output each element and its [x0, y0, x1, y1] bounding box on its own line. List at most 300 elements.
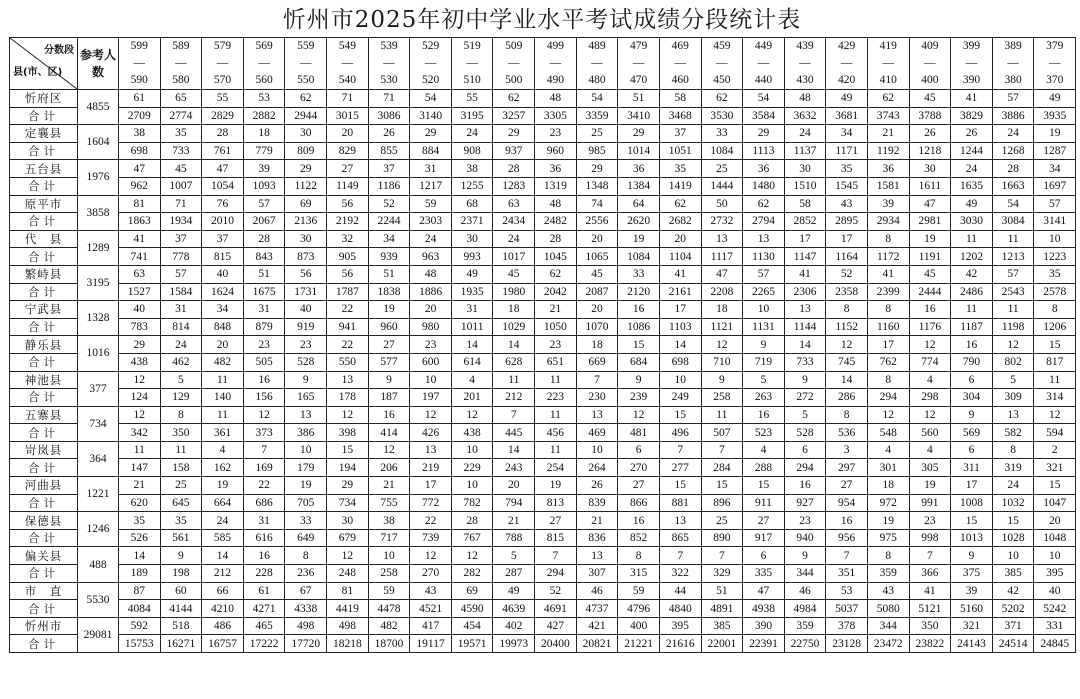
count-cell: 29: [743, 125, 785, 143]
count-cell: 48: [535, 90, 577, 108]
cumulative-cell: 386: [285, 424, 327, 442]
range-low: 520: [421, 74, 440, 86]
count-cell: 6: [743, 547, 785, 565]
count-cell: 59: [618, 582, 660, 600]
cumulative-cell: 809: [285, 142, 327, 160]
cumulative-cell: 600: [410, 353, 452, 371]
total-label: 合计: [10, 635, 78, 653]
count-cell: 18: [867, 477, 909, 495]
count-cell: 62: [867, 90, 909, 108]
cumulative-cell: 679: [327, 529, 369, 547]
region-count-row: [10, 125, 1076, 143]
count-cell: 12: [618, 406, 660, 424]
count-cell: 8: [826, 301, 868, 319]
total-label: 合计: [10, 353, 78, 371]
cumulative-cell: 1171: [826, 142, 868, 160]
range-high: 579: [213, 40, 232, 52]
cumulative-cell: 456: [535, 424, 577, 442]
cumulative-cell: 3829: [951, 107, 993, 125]
cumulative-cell: 3305: [535, 107, 577, 125]
count-cell: 359: [784, 617, 826, 635]
cumulative-cell: 3410: [618, 107, 660, 125]
count-cell: 16: [243, 371, 285, 389]
cumulative-cell: 197: [410, 389, 452, 407]
cumulative-cell: 927: [784, 494, 826, 512]
cumulative-cell: 664: [202, 494, 244, 512]
count-cell: 51: [701, 582, 743, 600]
range-high: 419: [879, 40, 897, 52]
range-dash: —: [1048, 57, 1061, 69]
cumulative-cell: 298: [909, 389, 951, 407]
cumulative-cell: 1202: [951, 248, 993, 266]
range-high: 499: [546, 40, 565, 52]
cumulative-cell: 761: [202, 142, 244, 160]
count-cell: 10: [451, 441, 493, 459]
cumulative-cell: 282: [451, 565, 493, 583]
count-cell: 9: [743, 336, 785, 354]
score-range-header: [493, 38, 535, 90]
cumulative-cell: 2371: [451, 213, 493, 231]
cumulative-cell: 426: [410, 424, 452, 442]
count-cell: 30: [909, 160, 951, 178]
count-cell: 9: [701, 371, 743, 389]
cumulative-cell: 189: [119, 565, 161, 583]
cumulative-cell: 22001: [701, 635, 743, 653]
count-cell: 35: [160, 512, 202, 530]
count-cell: 19: [202, 477, 244, 495]
count-cell: 57: [992, 90, 1034, 108]
cumulative-cell: 817: [1034, 353, 1076, 371]
count-cell: 34: [202, 301, 244, 319]
cumulative-cell: 734: [327, 494, 369, 512]
region-name: 定襄县: [10, 125, 78, 143]
cumulative-cell: 4984: [784, 600, 826, 618]
cumulative-cell: 774: [909, 353, 951, 371]
participant-count: 1246: [78, 512, 119, 547]
count-cell: 29: [493, 125, 535, 143]
region-count-row: [10, 582, 1076, 600]
cumulative-cell: 905: [327, 248, 369, 266]
cumulative-cell: 802: [992, 353, 1034, 371]
region-name: 神池县: [10, 371, 78, 389]
count-cell: 54: [576, 90, 618, 108]
region-count-row: [10, 617, 1076, 635]
cumulative-cell: 985: [576, 142, 618, 160]
cumulative-cell: 1051: [659, 142, 701, 160]
count-cell: 11: [535, 406, 577, 424]
cumulative-cell: 294: [784, 459, 826, 477]
cumulative-cell: 839: [576, 494, 618, 512]
cumulative-cell: 18218: [327, 635, 369, 653]
count-cell: 14: [493, 441, 535, 459]
cumulative-cell: 1206: [1034, 318, 1076, 336]
count-cell: 21: [368, 477, 410, 495]
range-low: 540: [338, 74, 356, 86]
count-cell: 29: [285, 160, 327, 178]
count-cell: 55: [451, 90, 493, 108]
region-name: 保德县: [10, 512, 78, 530]
count-cell: 28: [493, 160, 535, 178]
cumulative-cell: 1028: [992, 529, 1034, 547]
total-label: 合计: [10, 424, 78, 442]
total-label: 合计: [10, 318, 78, 336]
cumulative-cell: 1624: [202, 283, 244, 301]
cumulative-cell: 179: [285, 459, 327, 477]
count-cell: 390: [743, 617, 785, 635]
count-cell: 21: [576, 512, 618, 530]
region-count-row: [10, 265, 1076, 283]
count-cell: 58: [659, 90, 701, 108]
range-high: 449: [754, 40, 773, 52]
cumulative-cell: 911: [743, 494, 785, 512]
range-high: 599: [130, 40, 148, 52]
count-cell: 15: [659, 477, 701, 495]
cumulative-cell: 919: [285, 318, 327, 336]
region-total-row: [10, 565, 1076, 583]
cumulative-cell: 3886: [992, 107, 1034, 125]
cumulative-cell: 2895: [826, 213, 868, 231]
cumulative-cell: 2482: [535, 213, 577, 231]
count-cell: 18: [243, 125, 285, 143]
count-cell: 24: [160, 336, 202, 354]
cumulative-cell: 896: [701, 494, 743, 512]
cumulative-cell: 733: [784, 353, 826, 371]
count-cell: 12: [119, 406, 161, 424]
cumulative-cell: 2192: [327, 213, 369, 231]
count-cell: 50: [701, 195, 743, 213]
cumulative-cell: 5080: [867, 600, 909, 618]
score-range-header: [327, 38, 369, 90]
cumulative-cell: 813: [535, 494, 577, 512]
cumulative-cell: 1287: [1034, 142, 1076, 160]
cumulative-cell: 344: [784, 565, 826, 583]
range-dash: —: [258, 57, 270, 69]
score-range-header: [368, 38, 410, 90]
cumulative-cell: 4210: [202, 600, 244, 618]
cumulative-cell: 1187: [951, 318, 993, 336]
count-cell: 57: [743, 265, 785, 283]
count-cell: 12: [701, 336, 743, 354]
count-cell: 8: [992, 441, 1034, 459]
cumulative-cell: 755: [368, 494, 410, 512]
cumulative-cell: 2981: [909, 213, 951, 231]
count-cell: 13: [992, 406, 1034, 424]
count-cell: 23: [535, 125, 577, 143]
range-low: 380: [1004, 74, 1022, 86]
range-dash: —: [216, 57, 229, 69]
cumulative-cell: 3359: [576, 107, 618, 125]
count-cell: 17: [951, 477, 993, 495]
count-cell: 81: [119, 195, 161, 213]
cumulative-cell: 991: [909, 494, 951, 512]
count-cell: 371: [992, 617, 1034, 635]
count-cell: 62: [535, 265, 577, 283]
count-cell: 16: [784, 477, 826, 495]
count-cell: 38: [119, 125, 161, 143]
count-cell: 19: [368, 301, 410, 319]
cumulative-cell: 507: [701, 424, 743, 442]
cumulative-cell: 779: [243, 142, 285, 160]
cumulative-cell: 717: [368, 529, 410, 547]
range-dash: —: [1007, 57, 1019, 69]
count-cell: 67: [285, 582, 327, 600]
count-cell: 29: [119, 336, 161, 354]
count-cell: 350: [909, 617, 951, 635]
count-cell: 45: [909, 90, 951, 108]
cumulative-cell: 2399: [867, 283, 909, 301]
cumulative-cell: 398: [327, 424, 369, 442]
cumulative-cell: 2934: [867, 213, 909, 231]
count-cell: 498: [327, 617, 369, 635]
count-cell: 35: [119, 512, 161, 530]
count-cell: 11: [992, 301, 1034, 319]
count-cell: 13: [659, 512, 701, 530]
cumulative-cell: 21221: [618, 635, 660, 653]
region-total-row: [10, 600, 1076, 618]
cumulative-cell: 526: [119, 529, 161, 547]
cumulative-cell: 1121: [701, 318, 743, 336]
count-cell: 57: [1034, 195, 1076, 213]
cumulative-cell: 21616: [659, 635, 701, 653]
count-cell: 33: [701, 125, 743, 143]
count-cell: 10: [451, 477, 493, 495]
cumulative-cell: 4271: [243, 600, 285, 618]
count-cell: 11: [493, 371, 535, 389]
count-cell: 17: [410, 477, 452, 495]
cumulative-cell: 165: [285, 389, 327, 407]
cumulative-cell: 1084: [618, 248, 660, 266]
cumulative-cell: 335: [743, 565, 785, 583]
count-cell: 19: [909, 477, 951, 495]
cumulative-cell: 3584: [743, 107, 785, 125]
cumulative-cell: 998: [909, 529, 951, 547]
count-cell: 41: [909, 582, 951, 600]
count-cell: 71: [160, 195, 202, 213]
cumulative-cell: 523: [743, 424, 785, 442]
region-total-row: [10, 107, 1076, 125]
cumulative-cell: 1047: [1034, 494, 1076, 512]
count-cell: 55: [202, 90, 244, 108]
count-cell: 56: [327, 195, 369, 213]
count-cell: 61: [243, 582, 285, 600]
count-cell: 8: [826, 406, 868, 424]
total-label: 合计: [10, 565, 78, 583]
cumulative-cell: 1017: [493, 248, 535, 266]
count-cell: 7: [659, 547, 701, 565]
cumulative-cell: 1863: [119, 213, 161, 231]
cumulative-cell: 19973: [493, 635, 535, 653]
count-cell: 15: [701, 477, 743, 495]
count-cell: 47: [743, 582, 785, 600]
cumulative-cell: 19571: [451, 635, 493, 653]
cumulative-cell: 1192: [867, 142, 909, 160]
count-cell: 15: [743, 477, 785, 495]
cumulative-cell: 1255: [451, 177, 493, 195]
cumulative-cell: 286: [826, 389, 868, 407]
count-cell: 10: [1034, 547, 1076, 565]
cumulative-cell: 219: [410, 459, 452, 477]
count-cell: 36: [867, 160, 909, 178]
count-cell: 395: [659, 617, 701, 635]
count-cell: 5: [784, 406, 826, 424]
count-cell: 28: [451, 512, 493, 530]
count-cell: 5: [493, 547, 535, 565]
count-cell: 51: [243, 265, 285, 283]
count-cell: 41: [867, 265, 909, 283]
count-cell: 9: [951, 547, 993, 565]
count-cell: 53: [826, 582, 868, 600]
region-name: 原平市: [10, 195, 78, 213]
count-cell: 9: [784, 547, 826, 565]
cumulative-cell: 1007: [160, 177, 202, 195]
cumulative-cell: 395: [1034, 565, 1076, 583]
cumulative-cell: 1191: [909, 248, 951, 266]
cumulative-cell: 1065: [576, 248, 618, 266]
range-low: 400: [921, 74, 939, 86]
count-cell: 40: [285, 301, 327, 319]
count-cell: 12: [451, 406, 493, 424]
range-dash: —: [466, 57, 478, 69]
cumulative-cell: 1013: [951, 529, 993, 547]
count-cell: 417: [410, 617, 452, 635]
count-cell: 10: [992, 547, 1034, 565]
count-cell: 11: [119, 441, 161, 459]
cumulative-cell: 669: [576, 353, 618, 371]
count-cell: 74: [576, 195, 618, 213]
count-cell: 37: [659, 125, 701, 143]
cumulative-cell: 3632: [784, 107, 826, 125]
range-dash: —: [674, 57, 686, 69]
cumulative-cell: 1886: [410, 283, 452, 301]
cumulative-cell: 2543: [992, 283, 1034, 301]
cumulative-cell: 342: [119, 424, 161, 442]
cumulative-cell: 1480: [743, 177, 785, 195]
count-cell: 29: [618, 125, 660, 143]
count-cell: 14: [659, 336, 701, 354]
range-low: 500: [505, 74, 523, 86]
count-cell: 53: [243, 90, 285, 108]
cumulative-cell: 18700: [368, 635, 410, 653]
score-range-header: [867, 38, 909, 90]
cumulative-cell: 243: [493, 459, 535, 477]
count-cell: 37: [160, 230, 202, 248]
cumulative-cell: 616: [243, 529, 285, 547]
count-cell: 47: [119, 160, 161, 178]
cumulative-cell: 954: [826, 494, 868, 512]
cumulative-cell: 223: [535, 389, 577, 407]
region-name: 宁武县: [10, 301, 78, 319]
cumulative-cell: 2732: [701, 213, 743, 231]
cumulative-cell: 1935: [451, 283, 493, 301]
cumulative-cell: 284: [701, 459, 743, 477]
cumulative-cell: 288: [743, 459, 785, 477]
region-count-row: [10, 160, 1076, 178]
cumulative-cell: 264: [576, 459, 618, 477]
cumulative-cell: 228: [243, 565, 285, 583]
score-range-header: [784, 38, 826, 90]
range-low: 470: [629, 74, 648, 86]
participant-count: 734: [78, 406, 119, 441]
cumulative-cell: 287: [493, 565, 535, 583]
cumulative-cell: 239: [618, 389, 660, 407]
count-cell: 63: [119, 265, 161, 283]
cumulative-cell: 560: [909, 424, 951, 442]
cumulative-cell: 258: [368, 565, 410, 583]
count-cell: 22: [243, 477, 285, 495]
range-low: 420: [838, 74, 856, 86]
count-cell: 34: [1034, 160, 1076, 178]
range-low: 580: [172, 74, 190, 86]
cumulative-cell: 1283: [493, 177, 535, 195]
cumulative-cell: 956: [826, 529, 868, 547]
cumulative-cell: 1054: [202, 177, 244, 195]
count-cell: 22: [327, 301, 369, 319]
count-cell: 62: [743, 195, 785, 213]
cumulative-cell: 1218: [909, 142, 951, 160]
count-cell: 15: [659, 406, 701, 424]
count-cell: 48: [535, 195, 577, 213]
cumulative-cell: 351: [826, 565, 868, 583]
region-count-row: [10, 512, 1076, 530]
cumulative-cell: 1152: [826, 318, 868, 336]
count-cell: 18: [576, 336, 618, 354]
count-cell: 63: [493, 195, 535, 213]
total-label: 合计: [10, 142, 78, 160]
count-cell: 62: [659, 195, 701, 213]
cumulative-cell: 236: [285, 565, 327, 583]
cumulative-cell: 23128: [826, 635, 868, 653]
count-cell: 47: [701, 265, 743, 283]
range-low: 510: [463, 74, 481, 86]
count-cell: 26: [576, 477, 618, 495]
cumulative-cell: 2486: [951, 283, 993, 301]
count-cell: 9: [784, 371, 826, 389]
count-cell: 49: [951, 195, 993, 213]
range-high: 489: [588, 40, 606, 52]
cumulative-cell: 3086: [368, 107, 410, 125]
region-name: 偏关县: [10, 547, 78, 565]
cumulative-cell: 375: [951, 565, 993, 583]
cumulative-cell: 4737: [576, 600, 618, 618]
count-cell: 6: [784, 441, 826, 459]
cumulative-cell: 329: [701, 565, 743, 583]
participant-count: 1221: [78, 477, 119, 512]
count-cell: 12: [451, 547, 493, 565]
count-cell: 41: [784, 265, 826, 283]
region-name: 忻州市: [10, 617, 78, 635]
score-range-header: [243, 38, 285, 90]
count-cell: 49: [1034, 90, 1076, 108]
cumulative-cell: 1160: [867, 318, 909, 336]
cumulative-cell: 5037: [826, 600, 868, 618]
count-cell: 40: [202, 265, 244, 283]
cumulative-cell: 960: [535, 142, 577, 160]
cumulative-cell: 198: [160, 565, 202, 583]
cumulative-cell: 594: [1034, 424, 1076, 442]
cumulative-cell: 829: [327, 142, 369, 160]
count-cell: 28: [243, 230, 285, 248]
cumulative-cell: 2682: [659, 213, 701, 231]
cumulative-cell: 2208: [701, 283, 743, 301]
range-dash: —: [424, 57, 437, 69]
count-cell: 4: [867, 441, 909, 459]
count-cell: 11: [701, 406, 743, 424]
cumulative-cell: 315: [618, 565, 660, 583]
cumulative-cell: 908: [451, 142, 493, 160]
total-label: 合计: [10, 494, 78, 512]
region-total-row: [10, 424, 1076, 442]
cumulative-cell: 1147: [784, 248, 826, 266]
